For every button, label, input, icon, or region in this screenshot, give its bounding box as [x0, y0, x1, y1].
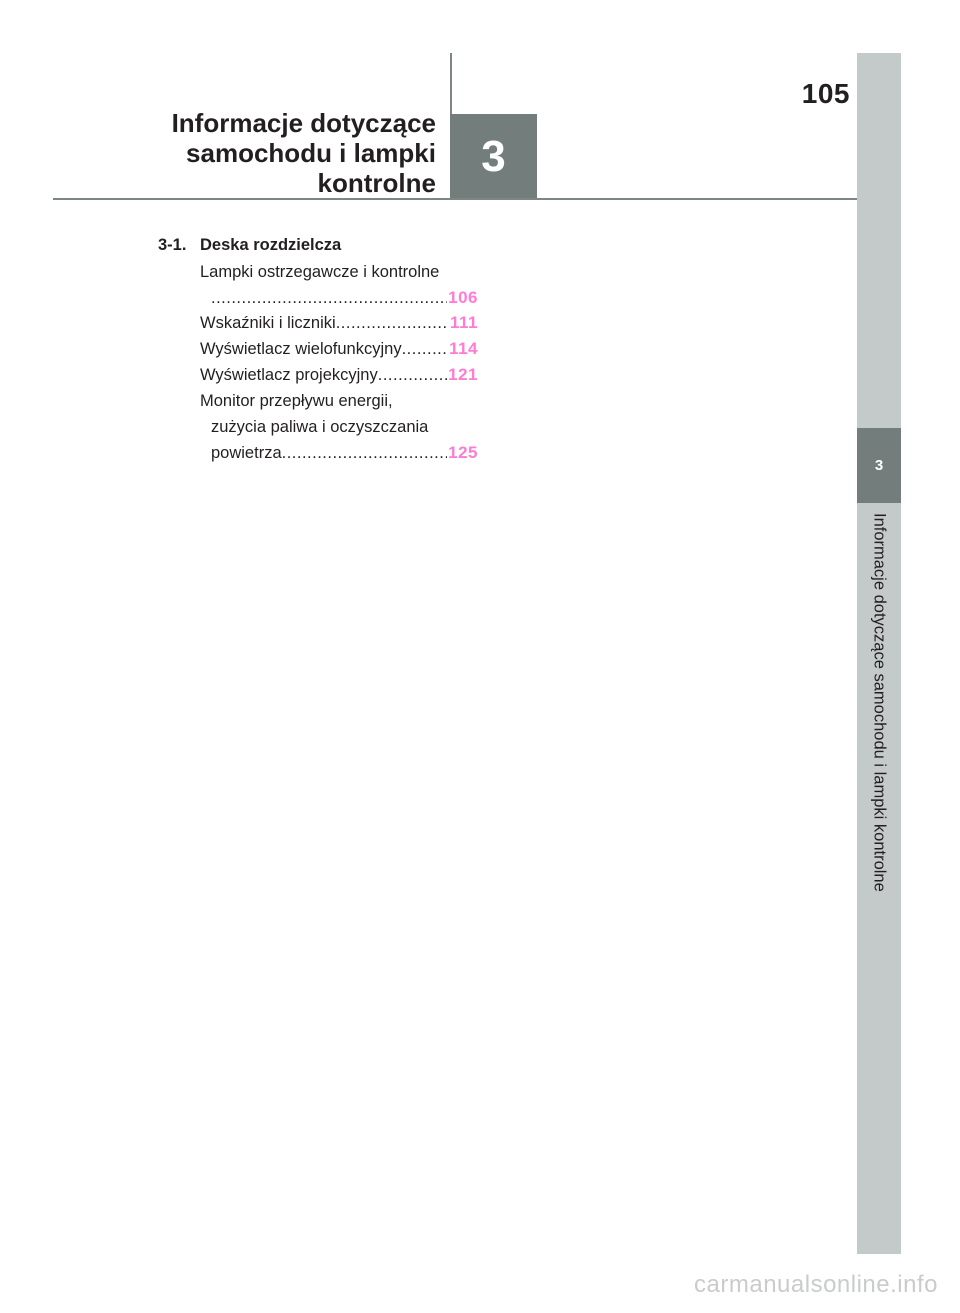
toc-dot-leader: [282, 440, 448, 466]
toc-entry[interactable]: [200, 310, 478, 336]
chapter-title: [172, 108, 436, 198]
side-tab-label: Informacje dotyczące samochodu i lampki kontrolne: [870, 513, 889, 892]
toc-page-link[interactable]: 125: [448, 443, 478, 462]
toc-entry-label: Wyświetlacz projekcyjny: [200, 366, 378, 384]
side-tab-number: 3: [874, 457, 884, 474]
toc-entry-label: Lampki ostrzegawcze i kontrolne: [200, 263, 440, 281]
toc-entry-label: Wyświetlacz wielofunkcyjny: [200, 340, 402, 358]
toc-section-number: 3-1.: [158, 236, 187, 254]
page-number: 105: [801, 78, 850, 109]
toc-entry-leader: [200, 440, 478, 466]
toc-page-link[interactable]: 114: [449, 339, 478, 358]
toc-dot-leader: [402, 336, 448, 362]
toc-entry[interactable]: [200, 259, 478, 311]
toc-entry-leader: [200, 285, 478, 311]
chapter-number-box: 3: [450, 114, 537, 200]
header-horizontal-rule: [53, 198, 857, 200]
toc-dot-leader: [211, 285, 447, 311]
toc-entry[interactable]: [200, 362, 478, 388]
toc-entry-label: Monitor przepływu energii,: [200, 392, 393, 410]
toc-entry-leader: [200, 336, 478, 362]
watermark: carmanualsonline.info: [694, 1271, 938, 1298]
toc-page-link[interactable]: 106: [448, 288, 478, 307]
chapter-title-line: Informacje dotyczące: [171, 108, 436, 138]
chapter-title-line: samochodu i lampki: [186, 138, 436, 168]
toc-entry-leader: [200, 362, 478, 388]
toc-entry[interactable]: [200, 388, 478, 466]
toc-section-title: Deska rozdzielcza: [200, 236, 342, 254]
toc-entry[interactable]: [200, 336, 478, 362]
toc-entry-label: zużycia paliwa i oczyszczania: [211, 418, 429, 436]
toc-dot-leader: [336, 310, 449, 336]
toc-page-link[interactable]: 121: [448, 365, 478, 384]
toc-entry-label: Wskaźniki i liczniki: [200, 314, 336, 332]
toc-dot-leader: [378, 362, 447, 388]
chapter-title-line: kontrolne: [317, 168, 436, 198]
toc-page-link[interactable]: 111: [450, 313, 478, 332]
header-vertical-rule: [450, 53, 452, 114]
toc-entry-leader: [200, 310, 478, 336]
toc-section-heading: [158, 236, 341, 255]
toc-entry-leader-label: powietrza: [211, 444, 282, 462]
